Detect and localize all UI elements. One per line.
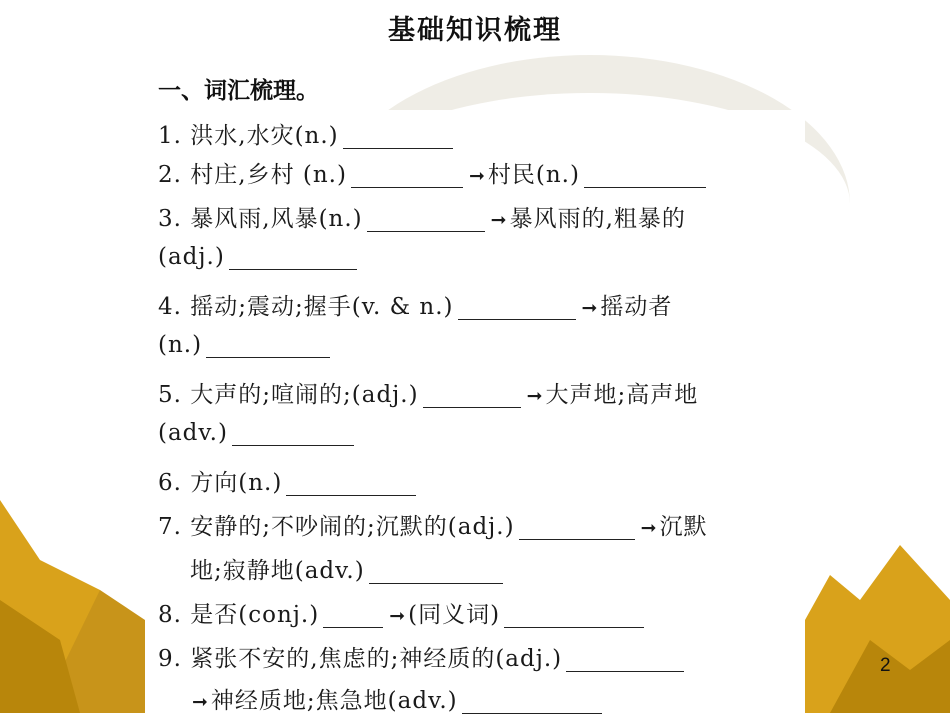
section-heading: 一、词汇梳理。 (158, 78, 319, 104)
answer-blank[interactable] (232, 444, 354, 446)
vocab-item-derived: 暴风雨的,粗暴的 (509, 206, 686, 232)
vocab-item-4 (158, 288, 672, 321)
answer-blank[interactable] (566, 670, 684, 672)
answer-blank[interactable] (229, 268, 357, 270)
vocab-item-text: 5. 大声的;喧闹的;(adj.) (158, 382, 419, 408)
arrow-right-icon: ➞ (490, 209, 508, 231)
arrow-right-icon: ➞ (389, 605, 407, 627)
answer-blank[interactable] (504, 626, 644, 628)
vocab-item-5 (158, 376, 698, 409)
answer-blank[interactable] (351, 186, 463, 188)
answer-blank[interactable] (323, 626, 383, 628)
vocab-item-text: (n.) (158, 332, 203, 358)
vocab-item-7 (158, 508, 708, 541)
vocab-item-text: 1. 洪水,水灾(n.) (158, 123, 339, 149)
vocab-item-3 (158, 200, 686, 233)
arrow-right-icon: ➞ (640, 517, 658, 539)
answer-blank[interactable] (286, 494, 416, 496)
arrow-right-icon: ➞ (526, 385, 544, 407)
vocab-item-6 (158, 464, 420, 497)
answer-blank[interactable] (519, 538, 635, 540)
answer-blank[interactable] (343, 147, 453, 149)
vocab-item-7-cont (190, 552, 507, 585)
arrow-right-icon: ➞ (581, 297, 599, 319)
arrow-right-icon: ➞ (468, 165, 486, 187)
vocab-item-derived: 大声地;高声地 (545, 382, 699, 408)
answer-blank[interactable] (206, 356, 330, 358)
answer-blank[interactable] (423, 406, 521, 408)
vocab-item-9-cont (190, 682, 606, 715)
answer-blank[interactable] (458, 318, 576, 320)
page-title: 基础知识梳理 (388, 15, 562, 46)
vocab-item-9 (158, 640, 688, 673)
vocab-item-text: 4. 摇动;震动;握手(v. & n.) (158, 294, 454, 320)
vocab-item-text: 3. 暴风雨,风暴(n.) (158, 206, 363, 232)
vocab-item-derived: (同义词) (408, 602, 501, 628)
vocab-item-text: 6. 方向(n.) (158, 470, 283, 496)
vocab-item-3-cont (158, 244, 361, 270)
arrow-right-icon: ➞ (192, 691, 209, 713)
vocab-item-1 (158, 117, 457, 150)
vocab-item-text: 7. 安静的;不吵闹的;沉默的(adj.) (158, 514, 515, 540)
vocab-item-text: 9. 紧张不安的,焦虑的;神经质的(adj.) (158, 646, 563, 672)
vocab-item-text: (adj.) (158, 244, 225, 270)
vocab-item-derived: 村民(n.) (487, 162, 580, 188)
vocab-item-text: 8. 是否(conj.) (158, 602, 320, 628)
vocab-item-derived: 摇动者 (600, 294, 673, 320)
page-number: 2 (880, 655, 891, 676)
vocab-item-text: 神经质地;焦急地(adv.) (210, 688, 458, 714)
answer-blank[interactable] (367, 230, 485, 232)
vocab-item-2 (158, 156, 710, 189)
vocab-item-8 (158, 596, 648, 629)
vocab-item-derived: 沉默 (659, 514, 708, 540)
answer-blank[interactable] (369, 582, 503, 584)
vocab-item-4-cont (158, 332, 334, 358)
vocab-item-5-cont (158, 420, 358, 446)
vocab-item-text: 地;寂静地(adv.) (190, 558, 365, 584)
vocab-item-text: 2. 村庄,乡村 (n.) (158, 162, 347, 188)
answer-blank[interactable] (462, 712, 602, 714)
vocab-item-text: (adv.) (158, 420, 228, 446)
answer-blank[interactable] (584, 186, 706, 188)
